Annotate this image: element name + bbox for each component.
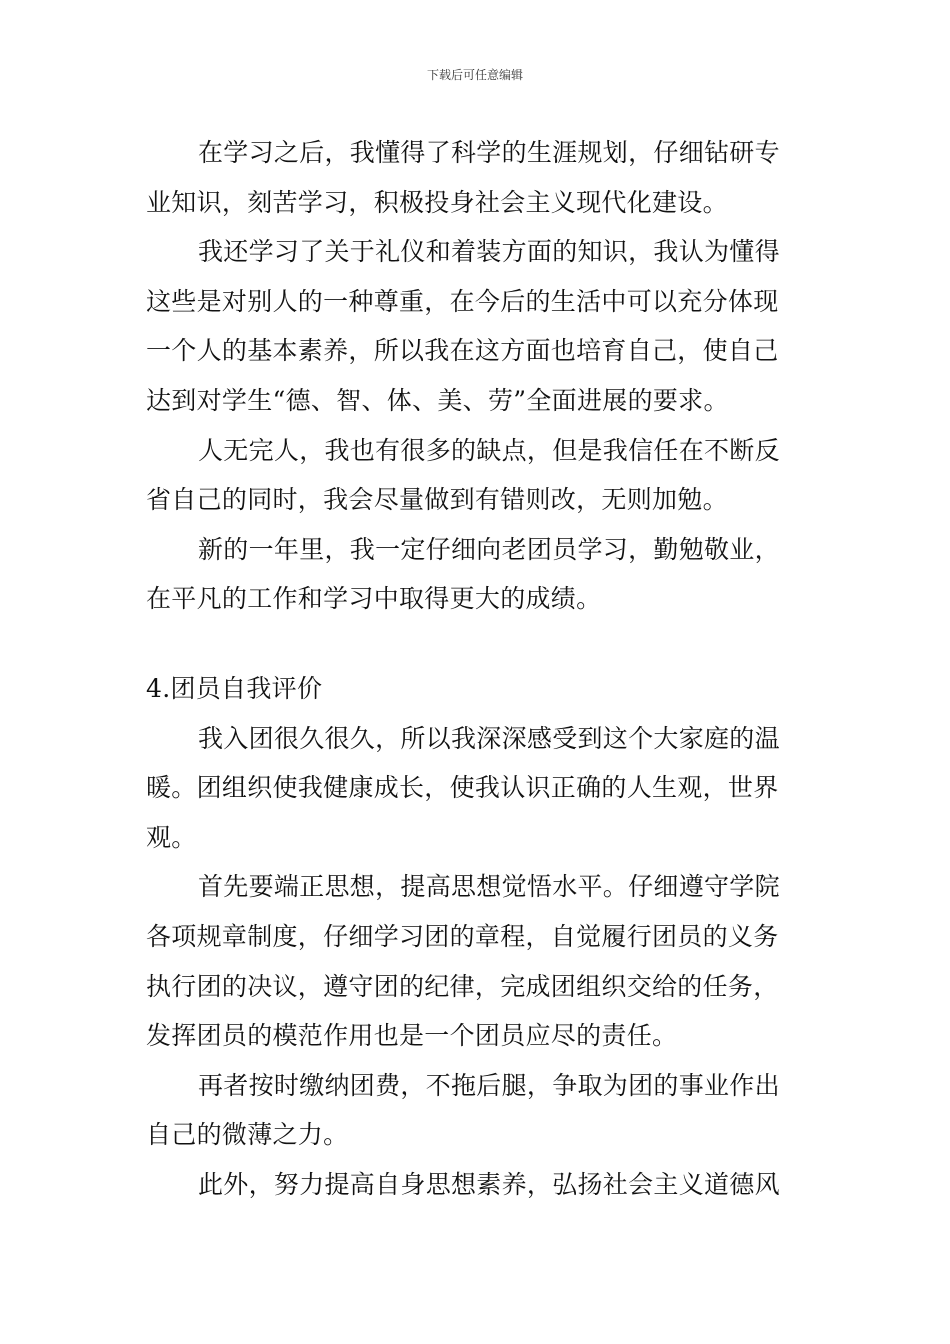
text-line: 各项规章制度，仔细学习团的章程，自觉履行团员的义务 <box>146 921 779 951</box>
text-line: 此外，努力提高自身思想素养，弘扬社会主义道德风 <box>198 1169 780 1199</box>
text-line: 我还学习了关于礼仪和着装方面的知识，我认为懂得 <box>198 237 780 267</box>
paragraph <box>146 128 808 227</box>
text-line: 发挥团员的模范作用也是一个团员应尽的责任。 <box>146 1021 678 1051</box>
text-line: 在学习之后，我懂得了科学的生涯规划，仔细钻研专 <box>198 138 780 167</box>
paragraph <box>146 426 808 525</box>
text-line: 业知识，刻苦学习，积极投身社会主义现代化建设。 <box>146 187 728 217</box>
text-line: 自己的微薄之力。 <box>146 1120 349 1150</box>
document-body <box>146 128 808 1209</box>
page-header: 下载后可任意编辑 <box>426 68 523 82</box>
section-gap <box>146 624 808 664</box>
text-line: 新的一年里，我一定仔细向老团员学习，勤勉敬业， <box>198 534 780 564</box>
paragraph <box>146 227 808 425</box>
text-line: 首先要端正思想，提高思想觉悟水平。仔细遵守学院 <box>198 872 780 902</box>
paragraph <box>146 862 808 1060</box>
text-line: 省自己的同时，我会尽量做到有错则改，无则加勉。 <box>146 485 728 515</box>
text-line: 在平凡的工作和学习中取得更大的成绩。 <box>146 584 602 614</box>
text-line: 人无完人，我也有很多的缺点，但是我信任在不断反 <box>198 435 780 465</box>
section-b <box>146 714 808 1210</box>
paragraph <box>146 525 808 624</box>
paragraph <box>146 714 808 863</box>
text-line: 达到对学生“德、智、体、美、劳”全面进展的要求。 <box>146 385 729 415</box>
text-line: 观。 <box>146 822 197 852</box>
text-line: 再者按时缴纳团费，不拖后腿，争取为团的事业作出 <box>198 1070 780 1100</box>
paragraph <box>146 1061 808 1160</box>
section-a <box>146 128 808 624</box>
paragraph <box>146 1160 808 1210</box>
section-heading: 4.团员自我评价 <box>146 673 323 703</box>
text-line: 一个人的基本素养，所以我在这方面也培育自己，使自己 <box>146 336 779 366</box>
text-line: 我入团很久很久，所以我深深感受到这个大家庭的温 <box>198 723 780 753</box>
text-line: 执行团的决议，遵守团的纪律，完成团组织交给的任务， <box>146 971 779 1001</box>
text-line: 这些是对别人的一种尊重，在今后的生活中可以充分体现 <box>146 286 779 316</box>
text-line: 暖。团组织使我健康成长，使我认识正确的人生观，世界 <box>146 773 779 803</box>
